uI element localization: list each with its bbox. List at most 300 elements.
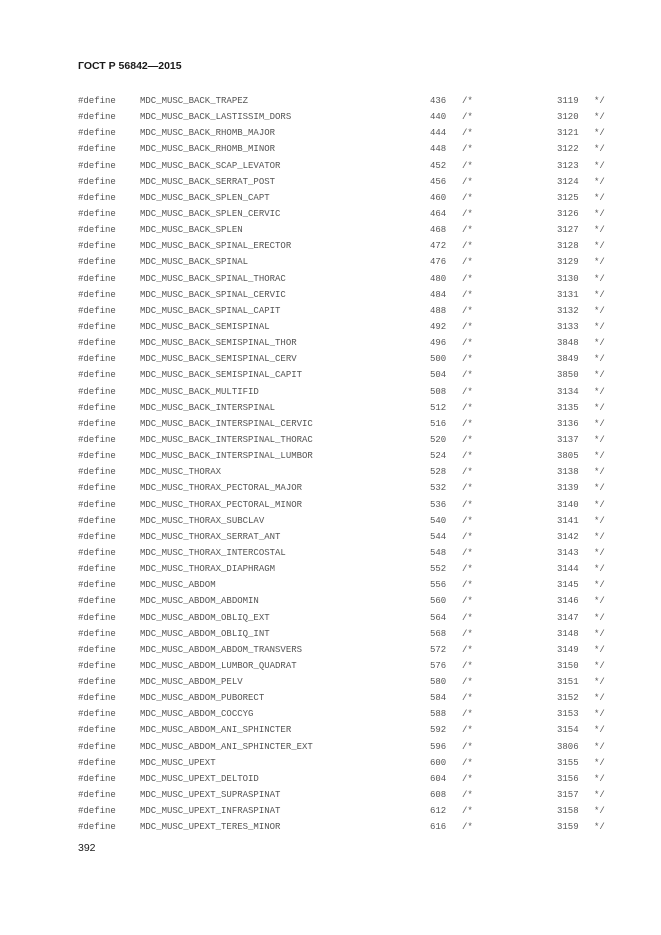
- define-keyword: #define: [78, 822, 116, 833]
- define-keyword: #define: [78, 790, 116, 801]
- macro-value: 504: [430, 370, 447, 381]
- macro-value: 588: [430, 709, 447, 720]
- define-row: [0, 674, 661, 690]
- comment-code: 3121: [557, 128, 579, 139]
- comment-close: */: [594, 773, 605, 784]
- define-keyword: #define: [78, 321, 116, 332]
- macro-name: MDC_MUSC_UPEXT_TERES_MINOR: [140, 822, 281, 833]
- comment-open: /*: [462, 660, 473, 671]
- macro-name: MDC_MUSC_BACK_SPLEN_CAPT: [140, 192, 270, 203]
- define-keyword: #define: [78, 564, 116, 575]
- define-keyword: #define: [78, 451, 116, 462]
- comment-code: 3131: [557, 289, 579, 300]
- comment-open: /*: [462, 483, 473, 494]
- comment-open: /*: [462, 96, 473, 106]
- define-row: [0, 335, 661, 351]
- macro-value: 524: [430, 451, 447, 462]
- define-keyword: #define: [78, 289, 116, 300]
- macro-name: MDC_MUSC_ABDOM_PUBORECT: [140, 693, 265, 704]
- macro-name: MDC_MUSC_BACK_INTERSPINAL_CERVIC: [140, 418, 313, 429]
- comment-open: /*: [462, 515, 473, 526]
- macro-value: 496: [430, 338, 447, 349]
- comment-close: */: [594, 515, 605, 526]
- comment-code: 3157: [557, 790, 579, 801]
- define-keyword: #define: [78, 660, 116, 671]
- define-row: [0, 367, 661, 383]
- define-row: [0, 626, 661, 642]
- comment-open: /*: [462, 612, 473, 623]
- define-row: [0, 158, 661, 174]
- comment-code: 3150: [557, 660, 579, 671]
- comment-close: */: [594, 192, 605, 203]
- comment-close: */: [594, 564, 605, 575]
- define-row: [0, 658, 661, 674]
- macro-value: 612: [430, 806, 447, 817]
- comment-open: /*: [462, 338, 473, 349]
- macro-name: MDC_MUSC_BACK_MULTIFID: [140, 386, 259, 397]
- define-keyword: #define: [78, 354, 116, 365]
- comment-close: */: [594, 483, 605, 494]
- define-row: [0, 190, 661, 206]
- comment-close: */: [594, 112, 605, 123]
- comment-open: /*: [462, 305, 473, 316]
- define-keyword: #define: [78, 773, 116, 784]
- comment-code: 3138: [557, 467, 579, 478]
- comment-close: */: [594, 96, 605, 106]
- macro-value: 564: [430, 612, 447, 623]
- define-row: [0, 351, 661, 367]
- comment-close: */: [594, 451, 605, 462]
- comment-close: */: [594, 321, 605, 332]
- macro-name: MDC_MUSC_BACK_SPINAL: [140, 257, 249, 268]
- macro-value: 528: [430, 467, 447, 478]
- macro-value: 464: [430, 208, 447, 219]
- macro-value: 576: [430, 660, 447, 671]
- macro-value: 436: [430, 96, 447, 106]
- comment-open: /*: [462, 144, 473, 155]
- macro-name: MDC_MUSC_BACK_RHOMB_MAJOR: [140, 128, 276, 139]
- macro-name: MDC_MUSC_THORAX_INTERCOSTAL: [140, 547, 286, 558]
- comment-code: 3848: [557, 338, 579, 349]
- comment-close: */: [594, 402, 605, 413]
- macro-value: 520: [430, 434, 447, 445]
- macro-value: 616: [430, 822, 447, 833]
- macro-value: 480: [430, 273, 447, 284]
- macro-value: 508: [430, 386, 447, 397]
- macro-name: MDC_MUSC_BACK_SPINAL_CAPIT: [140, 305, 281, 316]
- define-keyword: #define: [78, 531, 116, 542]
- comment-code: 3126: [557, 208, 579, 219]
- define-row: [0, 690, 661, 706]
- macro-value: 568: [430, 628, 447, 639]
- macro-value: 452: [430, 160, 447, 171]
- define-keyword: #define: [78, 547, 116, 558]
- comment-code: 3133: [557, 321, 579, 332]
- comment-code: 3156: [557, 773, 579, 784]
- define-row: [0, 222, 661, 238]
- define-row: [0, 254, 661, 270]
- define-row: [0, 400, 661, 416]
- comment-open: /*: [462, 289, 473, 300]
- comment-code: 3152: [557, 693, 579, 704]
- define-row: [0, 303, 661, 319]
- define-keyword: #define: [78, 225, 116, 236]
- comment-close: */: [594, 757, 605, 768]
- macro-value: 604: [430, 773, 447, 784]
- macro-name: MDC_MUSC_BACK_SEMISPINAL_CAPIT: [140, 370, 303, 381]
- comment-open: /*: [462, 580, 473, 591]
- macro-name: MDC_MUSC_BACK_SPINAL_THORAC: [140, 273, 286, 284]
- macro-value: 472: [430, 241, 447, 252]
- macro-name: MDC_MUSC_BACK_TRAPEZ: [140, 96, 249, 106]
- comment-open: /*: [462, 531, 473, 542]
- comment-close: */: [594, 467, 605, 478]
- comment-open: /*: [462, 693, 473, 704]
- macro-name: MDC_MUSC_ABDOM_ABDOMIN: [140, 596, 259, 607]
- comment-code: 3850: [557, 370, 579, 381]
- macro-name: MDC_MUSC_UPEXT_DELTOID: [140, 773, 259, 784]
- macro-value: 484: [430, 289, 447, 300]
- comment-code: 3143: [557, 547, 579, 558]
- macro-value: 548: [430, 547, 447, 558]
- macro-value: 456: [430, 176, 447, 187]
- comment-close: */: [594, 644, 605, 655]
- macro-value: 580: [430, 677, 447, 688]
- macro-value: 556: [430, 580, 447, 591]
- define-row: [0, 93, 661, 109]
- macro-value: 560: [430, 596, 447, 607]
- define-keyword: #define: [78, 241, 116, 252]
- comment-close: */: [594, 225, 605, 236]
- macro-name: MDC_MUSC_BACK_INTERSPINAL: [140, 402, 276, 413]
- define-keyword: #define: [78, 515, 116, 526]
- macro-value: 444: [430, 128, 447, 139]
- define-keyword: #define: [78, 305, 116, 316]
- macro-name: MDC_MUSC_BACK_SEMISPINAL: [140, 321, 270, 332]
- define-keyword: #define: [78, 741, 116, 752]
- define-row: [0, 238, 661, 254]
- comment-close: */: [594, 241, 605, 252]
- macro-name: MDC_MUSC_ABDOM_ABDOM_TRANSVERS: [140, 644, 303, 655]
- comment-close: */: [594, 418, 605, 429]
- define-keyword: #define: [78, 273, 116, 284]
- define-keyword: #define: [78, 709, 116, 720]
- macro-value: 488: [430, 305, 447, 316]
- comment-code: 3159: [557, 822, 579, 833]
- comment-close: */: [594, 305, 605, 316]
- comment-close: */: [594, 709, 605, 720]
- macro-name: MDC_MUSC_BACK_SPINAL_CERVIC: [140, 289, 286, 300]
- macro-name: MDC_MUSC_BACK_RHOMB_MINOR: [140, 144, 276, 155]
- macro-name: MDC_MUSC_UPEXT_SUPRASPINAT: [140, 790, 281, 801]
- define-keyword: #define: [78, 386, 116, 397]
- comment-open: /*: [462, 321, 473, 332]
- comment-close: */: [594, 273, 605, 284]
- define-row: [0, 464, 661, 480]
- macro-name: MDC_MUSC_BACK_INTERSPINAL_THORAC: [140, 434, 313, 445]
- macro-name: MDC_MUSC_ABDOM_ANI_SPHINCTER: [140, 725, 292, 736]
- define-keyword: #define: [78, 693, 116, 704]
- comment-open: /*: [462, 709, 473, 720]
- comment-code: 3147: [557, 612, 579, 623]
- define-keyword: #define: [78, 467, 116, 478]
- comment-open: /*: [462, 822, 473, 833]
- macro-value: 532: [430, 483, 447, 494]
- comment-code: 3127: [557, 225, 579, 236]
- comment-close: */: [594, 596, 605, 607]
- macro-name: MDC_MUSC_ABDOM_OBLIQ_EXT: [140, 612, 270, 623]
- macro-name: MDC_MUSC_ABDOM: [140, 580, 216, 591]
- define-keyword: #define: [78, 596, 116, 607]
- comment-close: */: [594, 693, 605, 704]
- macro-name: MDC_MUSC_THORAX: [140, 467, 222, 478]
- define-keyword: #define: [78, 806, 116, 817]
- define-keyword: #define: [78, 483, 116, 494]
- macro-name: MDC_MUSC_ABDOM_PELV: [140, 677, 243, 688]
- define-keyword: #define: [78, 176, 116, 187]
- define-row: [0, 803, 661, 819]
- macro-value: 536: [430, 499, 447, 510]
- comment-code: 3134: [557, 386, 579, 397]
- define-row: [0, 545, 661, 561]
- comment-close: */: [594, 628, 605, 639]
- comment-close: */: [594, 806, 605, 817]
- comment-close: */: [594, 499, 605, 510]
- define-row: [0, 141, 661, 157]
- comment-open: /*: [462, 418, 473, 429]
- page-number: 392: [78, 842, 96, 854]
- macro-value: 552: [430, 564, 447, 575]
- comment-close: */: [594, 725, 605, 736]
- comment-code: 3154: [557, 725, 579, 736]
- macro-value: 516: [430, 418, 447, 429]
- macro-name: MDC_MUSC_BACK_LASTISSIM_DORS: [140, 112, 292, 123]
- comment-open: /*: [462, 564, 473, 575]
- comment-open: /*: [462, 596, 473, 607]
- comment-close: */: [594, 370, 605, 381]
- define-row: [0, 384, 661, 400]
- macro-name: MDC_MUSC_UPEXT_INFRASPINAT: [140, 806, 281, 817]
- comment-close: */: [594, 176, 605, 187]
- macro-value: 460: [430, 192, 447, 203]
- comment-code: 3137: [557, 434, 579, 445]
- define-row: [0, 125, 661, 141]
- macro-value: 600: [430, 757, 447, 768]
- comment-open: /*: [462, 547, 473, 558]
- comment-code: 3148: [557, 628, 579, 639]
- macro-value: 592: [430, 725, 447, 736]
- define-row: [0, 561, 661, 577]
- macro-value: 468: [430, 225, 447, 236]
- comment-code: 3125: [557, 192, 579, 203]
- comment-open: /*: [462, 773, 473, 784]
- define-row: [0, 610, 661, 626]
- comment-close: */: [594, 790, 605, 801]
- comment-code: 3151: [557, 677, 579, 688]
- comment-close: */: [594, 822, 605, 833]
- comment-code: 3158: [557, 806, 579, 817]
- define-row: [0, 448, 661, 464]
- comment-open: /*: [462, 499, 473, 510]
- define-row: [0, 771, 661, 787]
- comment-open: /*: [462, 354, 473, 365]
- macro-name: MDC_MUSC_ABDOM_LUMBOR_QUADRAT: [140, 660, 297, 671]
- define-keyword: #define: [78, 128, 116, 139]
- define-row: [0, 787, 661, 803]
- macro-name: MDC_MUSC_THORAX_SUBCLAV: [140, 515, 265, 526]
- comment-open: /*: [462, 434, 473, 445]
- comment-close: */: [594, 208, 605, 219]
- define-row: [0, 819, 661, 835]
- comment-code: 3145: [557, 580, 579, 591]
- comment-code: 3144: [557, 564, 579, 575]
- comment-close: */: [594, 289, 605, 300]
- macro-value: 492: [430, 321, 447, 332]
- comment-code: 3135: [557, 402, 579, 413]
- comment-close: */: [594, 741, 605, 752]
- define-row: [0, 319, 661, 335]
- define-keyword: #define: [78, 112, 116, 123]
- define-keyword: #define: [78, 418, 116, 429]
- comment-code: 3142: [557, 531, 579, 542]
- define-row: [0, 722, 661, 738]
- macro-name: MDC_MUSC_BACK_SPLEN_CERVIC: [140, 208, 281, 219]
- macro-name: MDC_MUSC_UPEXT: [140, 757, 216, 768]
- define-keyword: #define: [78, 402, 116, 413]
- comment-code: 3140: [557, 499, 579, 510]
- comment-open: /*: [462, 192, 473, 203]
- comment-open: /*: [462, 806, 473, 817]
- define-keyword: #define: [78, 499, 116, 510]
- comment-code: 3129: [557, 257, 579, 268]
- comment-open: /*: [462, 112, 473, 123]
- comment-code: 3132: [557, 305, 579, 316]
- define-row: [0, 739, 661, 755]
- comment-close: */: [594, 144, 605, 155]
- macro-name: MDC_MUSC_BACK_SERRAT_POST: [140, 176, 276, 187]
- comment-code: 3119: [557, 96, 579, 106]
- macro-value: 572: [430, 644, 447, 655]
- define-list: [0, 93, 661, 835]
- comment-open: /*: [462, 386, 473, 397]
- page-header-standard-id: ГОСТ Р 56842—2015: [78, 60, 182, 72]
- comment-code: 3130: [557, 273, 579, 284]
- macro-name: MDC_MUSC_BACK_SPLEN: [140, 225, 243, 236]
- macro-name: MDC_MUSC_THORAX_PECTORAL_MAJOR: [140, 483, 303, 494]
- define-row: [0, 513, 661, 529]
- comment-code: 3805: [557, 451, 579, 462]
- define-row: [0, 755, 661, 771]
- comment-open: /*: [462, 176, 473, 187]
- macro-name: MDC_MUSC_BACK_SEMISPINAL_CERV: [140, 354, 297, 365]
- comment-close: */: [594, 434, 605, 445]
- comment-close: */: [594, 257, 605, 268]
- comment-open: /*: [462, 725, 473, 736]
- comment-close: */: [594, 580, 605, 591]
- define-keyword: #define: [78, 338, 116, 349]
- comment-close: */: [594, 338, 605, 349]
- define-keyword: #define: [78, 644, 116, 655]
- macro-name: MDC_MUSC_THORAX_DIAPHRAGM: [140, 564, 276, 575]
- macro-name: MDC_MUSC_BACK_SPINAL_ERECTOR: [140, 241, 292, 252]
- macro-value: 596: [430, 741, 447, 752]
- define-keyword: #define: [78, 144, 116, 155]
- comment-open: /*: [462, 273, 473, 284]
- macro-value: 544: [430, 531, 447, 542]
- comment-close: */: [594, 160, 605, 171]
- comment-close: */: [594, 128, 605, 139]
- comment-open: /*: [462, 160, 473, 171]
- define-row: [0, 497, 661, 513]
- define-keyword: #define: [78, 192, 116, 203]
- comment-code: 3136: [557, 418, 579, 429]
- comment-code: 3153: [557, 709, 579, 720]
- comment-code: 3806: [557, 741, 579, 752]
- comment-code: 3122: [557, 144, 579, 155]
- define-keyword: #define: [78, 257, 116, 268]
- comment-close: */: [594, 386, 605, 397]
- macro-name: MDC_MUSC_ABDOM_COCCYG: [140, 709, 254, 720]
- macro-name: MDC_MUSC_ABDOM_OBLIQ_INT: [140, 628, 270, 639]
- comment-open: /*: [462, 628, 473, 639]
- define-row: [0, 287, 661, 303]
- comment-code: 3849: [557, 354, 579, 365]
- comment-open: /*: [462, 370, 473, 381]
- define-row: [0, 593, 661, 609]
- comment-close: */: [594, 612, 605, 623]
- define-keyword: #define: [78, 612, 116, 623]
- macro-name: MDC_MUSC_THORAX_SERRAT_ANT: [140, 531, 281, 542]
- comment-open: /*: [462, 128, 473, 139]
- define-keyword: #define: [78, 160, 116, 171]
- comment-open: /*: [462, 644, 473, 655]
- comment-code: 3128: [557, 241, 579, 252]
- define-keyword: #define: [78, 580, 116, 591]
- define-keyword: #define: [78, 96, 116, 106]
- macro-value: 500: [430, 354, 447, 365]
- comment-code: 3149: [557, 644, 579, 655]
- define-row: [0, 432, 661, 448]
- comment-code: 3124: [557, 176, 579, 187]
- define-row: [0, 174, 661, 190]
- comment-open: /*: [462, 241, 473, 252]
- comment-open: /*: [462, 257, 473, 268]
- define-row: [0, 642, 661, 658]
- comment-open: /*: [462, 757, 473, 768]
- comment-open: /*: [462, 790, 473, 801]
- macro-value: 512: [430, 402, 447, 413]
- macro-name: MDC_MUSC_BACK_SCAP_LEVATOR: [140, 160, 281, 171]
- comment-open: /*: [462, 225, 473, 236]
- comment-open: /*: [462, 451, 473, 462]
- macro-value: 584: [430, 693, 447, 704]
- comment-code: 3120: [557, 112, 579, 123]
- comment-close: */: [594, 531, 605, 542]
- macro-value: 476: [430, 257, 447, 268]
- comment-open: /*: [462, 208, 473, 219]
- comment-code: 3146: [557, 596, 579, 607]
- comment-open: /*: [462, 741, 473, 752]
- define-keyword: #define: [78, 677, 116, 688]
- comment-close: */: [594, 677, 605, 688]
- macro-value: 608: [430, 790, 447, 801]
- comment-code: 3141: [557, 515, 579, 526]
- define-row: [0, 206, 661, 222]
- define-row: [0, 706, 661, 722]
- macro-name: MDC_MUSC_BACK_SEMISPINAL_THOR: [140, 338, 297, 349]
- comment-code: 3155: [557, 757, 579, 768]
- define-keyword: #define: [78, 725, 116, 736]
